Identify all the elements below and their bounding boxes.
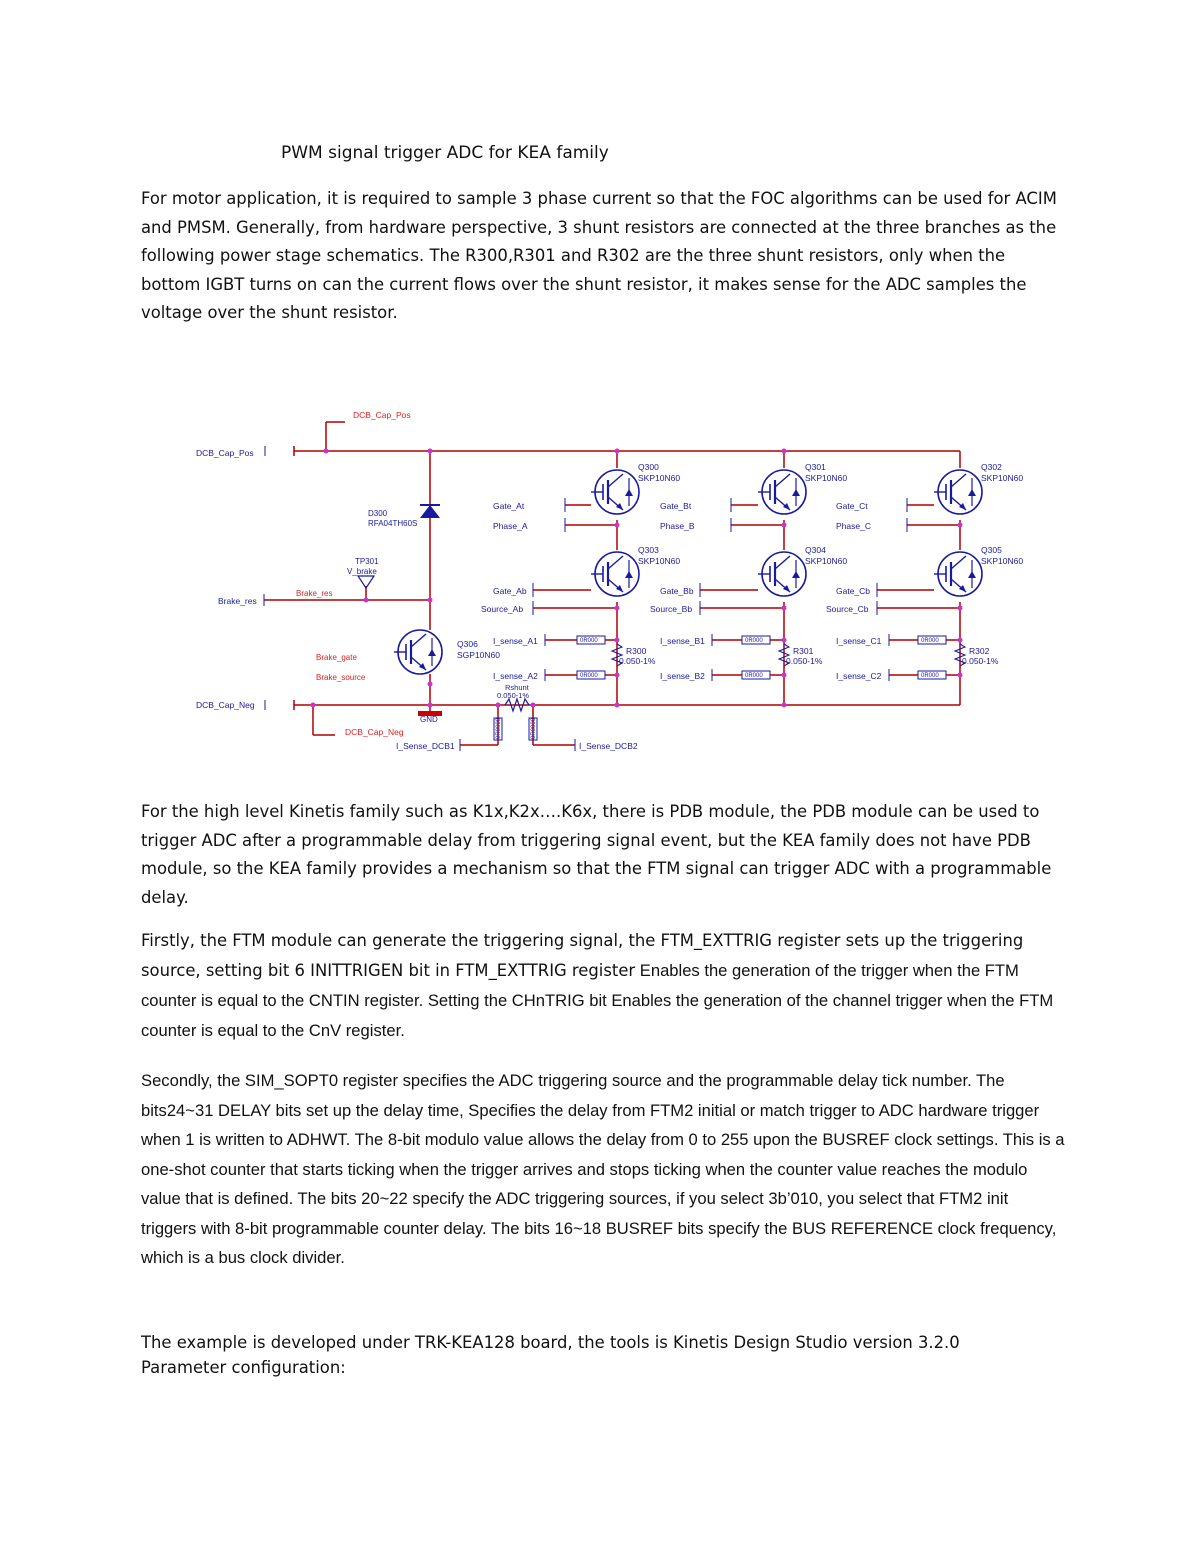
i-sense-dcb1-label: I_Sense_DCB1 <box>396 741 455 751</box>
gate-cb-label: Gate_Cb <box>836 586 871 596</box>
q303-part: SKP10N60 <box>638 556 681 566</box>
source-cb-label: Source_Cb <box>826 604 869 614</box>
example-line-1: The example is developed under TRK-KEA128 board, the tools is Kinetis Design Studio version 3.2.0 <box>141 1333 960 1352</box>
q301-part: SKP10N60 <box>805 473 848 483</box>
q304-name: Q304 <box>805 545 826 555</box>
gate-ct-label: Gate_Ct <box>836 501 868 511</box>
tp301-value: V_brake <box>347 567 377 576</box>
example-line-2: Parameter configuration: <box>141 1358 346 1377</box>
r301-value: 0.050-1% <box>786 656 823 666</box>
i-sense-a1-label: I_sense_A1 <box>493 636 538 646</box>
q302-name: Q302 <box>981 462 1002 472</box>
intro-paragraph: For motor application, it is required to sample 3 phase current so that the FOC algorithms can be used for ACIM and PMSM. Generally, from hardware perspective, 3 shunt resistors are connected at the three branches as the following power stage schematics. The R300,R301 and R302 are the three shunt resistors, only when the bottom IGBT turns on can the current flows over the shunt resistor, it makes sense for the ADC samples the voltage over the shunt resistor. <box>141 189 1057 322</box>
i-sense-a2-label: I_sense_A2 <box>493 671 538 681</box>
dcb-cap-pos-left-label: DCB_Cap_Pos <box>196 448 254 458</box>
q305-part: SKP10N60 <box>981 556 1024 566</box>
q303-name: Q303 <box>638 545 659 555</box>
pdb-paragraph: For the high level Kinetis family such as K1x,K2x….K6x, there is PDB module, the PDB module can be used to trigger ADC after a programmable delay from triggering signal event, but the KEA family does not have PDB module, so the KEA family provides a mechanism so that the FTM signal can trigger ADC with a programmable delay. <box>141 802 1052 907</box>
i-sense-dcb2-label: I_Sense_DCB2 <box>579 741 638 751</box>
example-paragraph <box>141 1330 1066 1380</box>
dcb-cap-neg-bottom-label: DCB_Cap_Neg <box>345 727 404 737</box>
source-ab-label: Source_Ab <box>481 604 524 614</box>
brake-res-net-label: Brake_res <box>296 589 333 598</box>
q300-part: SKP10N60 <box>638 473 681 483</box>
rshunt-name: Rshunt <box>505 683 529 692</box>
i-sense-b1-label: I_sense_B1 <box>660 636 705 646</box>
source-bb-label: Source_Bb <box>650 604 693 614</box>
q306-name: Q306 <box>457 639 478 649</box>
tp301-name: TP301 <box>355 557 379 566</box>
d300-name: D300 <box>368 509 388 518</box>
dcb-cap-neg-left-label: DCB_Cap_Neg <box>196 700 255 710</box>
phase-c-label: Phase_C <box>836 521 871 531</box>
i-sense-c2-label: I_sense_C2 <box>836 671 882 681</box>
rshunt-value: 0.050-1% <box>497 691 530 700</box>
d300-part: RFA04TH60S <box>368 519 418 528</box>
gate-ab-label: Gate_Ab <box>493 586 527 596</box>
q305-name: Q305 <box>981 545 1002 555</box>
i-sense-c1-label: I_sense_C1 <box>836 636 882 646</box>
r302-value: 0.050-1% <box>962 656 999 666</box>
ra1-value: 0R000 <box>580 638 598 644</box>
r302-name: R302 <box>969 646 990 656</box>
brake-source-label: Brake_source <box>316 673 366 682</box>
r300-name: R300 <box>626 646 647 656</box>
r300-value: 0.050-1% <box>619 656 656 666</box>
gate-at-label: Gate_At <box>493 501 525 511</box>
q300-name: Q300 <box>638 462 659 472</box>
q306-part: SGP10N60 <box>457 650 500 660</box>
rb2-value: 0R000 <box>745 673 763 679</box>
document-title: PWM signal trigger ADC for KEA family <box>281 143 609 163</box>
ftm-paragraph-part2: Enables the generation of the trigger when the FTM counter is equal to the CNTIN register. Setting the CHnTRIG bit Enables the generation of the channel trigger when the FTM counter is equal to the CnV register. <box>141 961 1054 1040</box>
ftm-paragraph <box>141 926 1066 1046</box>
rb1-value: 0R000 <box>745 638 763 644</box>
r301-name: R301 <box>793 646 814 656</box>
brake-gate-label: Brake_gate <box>316 653 357 662</box>
q302-part: SKP10N60 <box>981 473 1024 483</box>
r-small-2: 0R0000 <box>531 717 537 739</box>
q306-symbol <box>394 630 442 674</box>
rc2-value: 0R000 <box>921 673 939 679</box>
ra2-value: 0R000 <box>580 673 598 679</box>
gate-bb-label: Gate_Bb <box>660 586 694 596</box>
gnd-label: GND <box>420 715 438 724</box>
r-small-1: 0R0000 <box>496 717 502 739</box>
gate-bt-label: Gate_Bt <box>660 501 692 511</box>
i-sense-b2-label: I_sense_B2 <box>660 671 705 681</box>
phase-a-label: Phase_A <box>493 521 528 531</box>
dcb-cap-pos-top-label: DCB_Cap_Pos <box>353 410 411 420</box>
q304-part: SKP10N60 <box>805 556 848 566</box>
q301-name: Q301 <box>805 462 826 472</box>
phase-b-label: Phase_B <box>660 521 695 531</box>
ftm-paragraph-part1: Firstly, the FTM module can generate the triggering signal, the FTM_EXTTRIG register sets up the triggering source, setting bit 6 INITTRIGEN bit in FTM_EXTTRIG register <box>141 931 1024 980</box>
sim-sopt0-paragraph: Secondly, the SIM_SOPT0 register specifies the ADC triggering source and the programmable delay tick number. The bits24~31 DELAY bits set up the delay time, Specifies the delay from FTM2 initial or match trigger to ADC hardware trigger when 1 is written to ADHWT. The 8-bit modulo value allows the delay from 0 to 255 upon the BUSREF clock settings. This is a one-shot counter that starts ticking when the trigger arrives and stops ticking when the counter value reaches the modulo value that is defined. The bits 20~22 specify the ADC triggering sources, if you select 3b’010, you select that FTM2 init triggers with 8-bit programmable counter delay. The bits 16~18 BUSREF bits specify the BUS REFERENCE clock frequency, which is a bus clock divider. <box>141 1071 1065 1267</box>
rc1-value: 0R000 <box>921 638 939 644</box>
brake-res-label: Brake_res <box>218 596 257 606</box>
